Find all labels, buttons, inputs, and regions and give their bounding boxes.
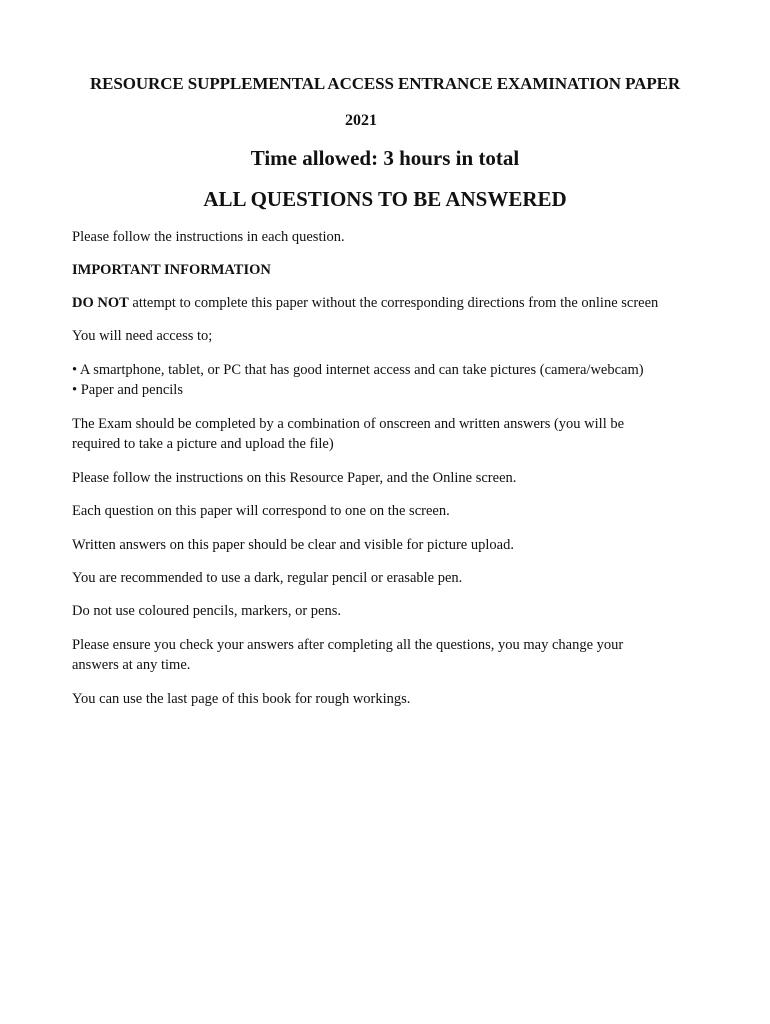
bullet-item-paper: • Paper and pencils: [72, 382, 183, 398]
do-not-use-text: Do not use coloured pencils, markers, or pens.: [72, 603, 341, 619]
access-bullet-list: [72, 360, 712, 400]
exam-combination-text: [72, 414, 712, 454]
recommended-pen-text: You are recommended to use a dark, regular pencil or erasable pen.: [72, 570, 463, 586]
instructions-text: Please follow the instructions in each question.: [72, 229, 345, 245]
access-intro-text: You will need access to;: [72, 328, 213, 344]
all-questions-heading: ALL QUESTIONS TO BE ANSWERED: [203, 187, 567, 211]
exam-combination-line-1: The Exam should be completed by a combination of onscreen and written answers (you will be: [72, 416, 625, 432]
important-information-heading: IMPORTANT INFORMATION: [72, 262, 271, 278]
check-answers-line-1: Please ensure you check your answers after completing all the questions, you may change your: [72, 637, 624, 653]
bullet-item-device: • A smartphone, tablet, or PC that has good internet access and can take pictures (camera/webcam): [72, 362, 644, 378]
do-not-emphasis: DO NOT: [72, 295, 129, 311]
written-answers-text: Written answers on this paper should be clear and visible for picture upload.: [72, 537, 514, 553]
paper-year: 2021: [345, 112, 377, 129]
follow-resource-text: Please follow the instructions on this Resource Paper, and the Online screen.: [72, 470, 517, 486]
do-not-attempt-text: [72, 293, 712, 313]
paper-title: RESOURCE SUPPLEMENTAL ACCESS ENTRANCE EXAMINATION PAPER: [89, 74, 681, 93]
time-allowed-heading: Time allowed: 3 hours in total: [250, 146, 520, 170]
rough-workings-text: You can use the last page of this book for rough workings.: [72, 691, 411, 707]
do-not-rest-text: attempt to complete this paper without the corresponding directions from the online screen: [128, 295, 659, 311]
each-question-text: Each question on this paper will correspond to one on the screen.: [72, 503, 450, 519]
check-answers-text: [72, 635, 712, 675]
check-answers-line-2: answers at any time.: [72, 657, 191, 673]
exam-combination-line-2: required to take a picture and upload the file): [72, 436, 334, 452]
